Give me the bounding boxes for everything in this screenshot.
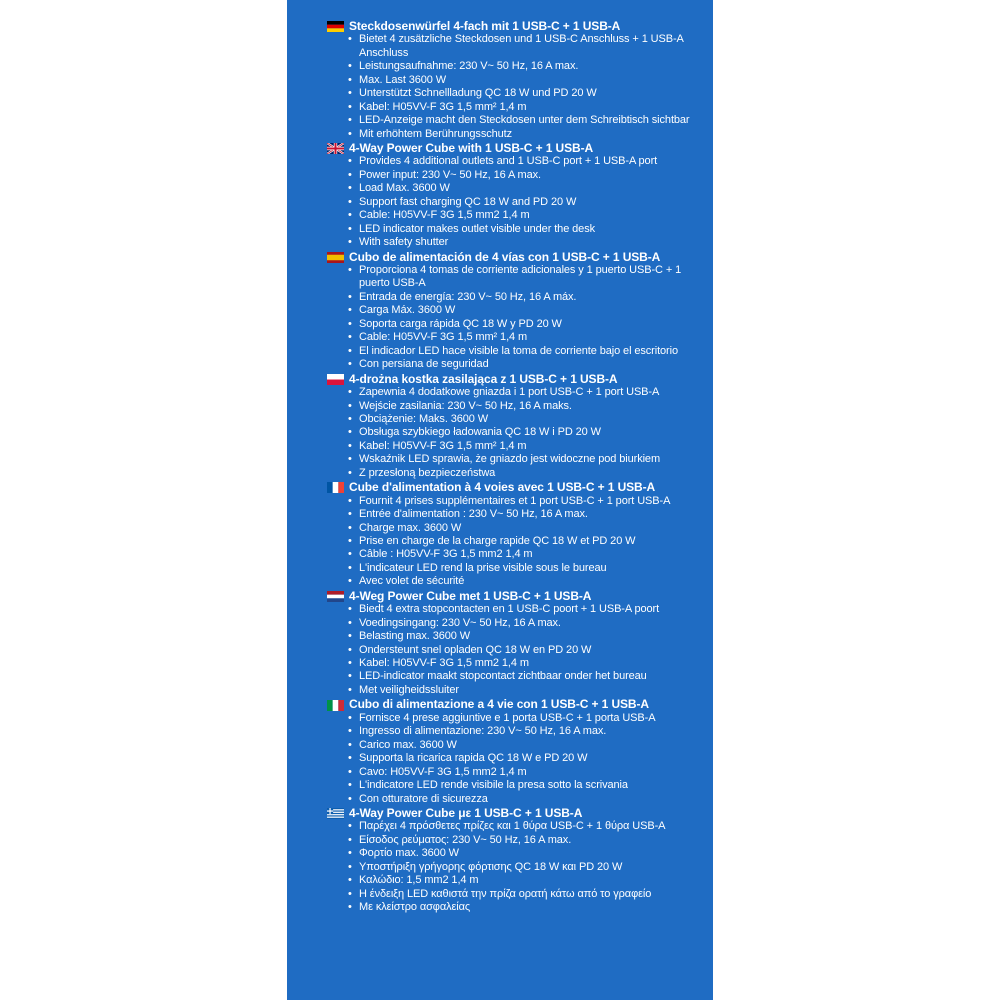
feature-item: • Belasting max. 3600 W bbox=[348, 630, 707, 643]
feature-list bbox=[327, 386, 707, 480]
section-title: 4-Way Power Cube with 1 USB-C + 1 USB-A bbox=[349, 141, 594, 156]
feature-list bbox=[327, 33, 707, 141]
feature-item: • Cable: H05VV-F 3G 1,5 mm² 1,4 m bbox=[348, 331, 707, 344]
greece-flag-icon bbox=[327, 808, 344, 819]
feature-item: • Wskaźnik LED sprawia, że gniazdo jest widoczne pod biurkiem bbox=[348, 453, 707, 466]
section-title: Cube d'alimentation à 4 voies avec 1 USB-C + 1 USB-A bbox=[349, 480, 656, 495]
feature-item: • Biedt 4 extra stopcontacten en 1 USB-C poort + 1 USB-A poort bbox=[348, 603, 707, 616]
feature-item: • Υποστήριξη γρήγορης φόρτισης QC 18 W και PD 20 W bbox=[348, 861, 707, 874]
feature-item: • Bietet 4 zusätzliche Steckdosen und 1 USB-C Anschluss + 1 USB-A Anschluss bbox=[348, 33, 707, 60]
section-title: 4-Weg Power Cube met 1 USB-C + 1 USB-A bbox=[349, 588, 592, 603]
feature-item: • Ondersteunt snel opladen QC 18 W en PD 20 W bbox=[348, 644, 707, 657]
language-section-uk bbox=[327, 142, 707, 250]
feature-item: • Kabel: H05VV-F 3G 1,5 mm2 1,4 m bbox=[348, 657, 707, 670]
language-section-it bbox=[327, 698, 707, 806]
feature-list bbox=[327, 712, 707, 806]
section-heading bbox=[327, 142, 707, 155]
feature-list bbox=[327, 264, 707, 372]
feature-item: • Max. Last 3600 W bbox=[348, 74, 707, 87]
language-section-es bbox=[327, 251, 707, 372]
section-title: Steckdosenwürfel 4-fach mit 1 USB-C + 1 USB-A bbox=[349, 19, 621, 33]
feature-item: • LED-indicator maakt stopcontact zichtbaar onder het bureau bbox=[348, 670, 707, 683]
language-section-pl bbox=[327, 373, 707, 481]
feature-item: • Φορτίο max. 3600 W bbox=[348, 847, 707, 860]
section-title: 4-drożna kostka zasilająca z 1 USB-C + 1 USB-A bbox=[349, 371, 618, 386]
feature-item: • L'indicatore LED rende visibile la presa sotto la scrivania bbox=[348, 779, 707, 792]
language-section-de bbox=[327, 20, 707, 141]
feature-list bbox=[327, 155, 707, 249]
feature-item: • Η ένδειξη LED καθιστά την πρίζα ορατή κάτω από το γραφείο bbox=[348, 888, 707, 901]
uk-flag-icon bbox=[327, 143, 344, 154]
italy-flag-icon bbox=[327, 700, 344, 711]
section-heading bbox=[327, 807, 707, 820]
feature-item: • Con otturatore di sicurezza bbox=[348, 793, 707, 806]
feature-item: • El indicador LED hace visible la toma de corriente bajo el escritorio bbox=[348, 345, 707, 358]
feature-item: • Obsługa szybkiego ładowania QC 18 W i PD 20 W bbox=[348, 426, 707, 439]
section-heading bbox=[327, 481, 707, 494]
feature-item: • Wejście zasilania: 230 V~ 50 Hz, 16 A maks. bbox=[348, 400, 707, 413]
feature-item: • Con persiana de seguridad bbox=[348, 358, 707, 371]
feature-list bbox=[327, 820, 707, 914]
product-descriptions bbox=[327, 20, 707, 915]
feature-item: • Είσοδος ρεύματος: 230 V~ 50 Hz, 16 A max. bbox=[348, 834, 707, 847]
feature-list bbox=[327, 495, 707, 589]
section-heading bbox=[327, 373, 707, 386]
section-heading bbox=[327, 251, 707, 264]
feature-item: • Carga Máx. 3600 W bbox=[348, 304, 707, 317]
section-title: 4-Way Power Cube με 1 USB-C + 1 USB-A bbox=[349, 805, 583, 820]
feature-item: • Fornisce 4 prese aggiuntive e 1 porta USB-C + 1 porta USB-A bbox=[348, 712, 707, 725]
feature-item: • Cavo: H05VV-F 3G 1,5 mm2 1,4 m bbox=[348, 766, 707, 779]
feature-item: • Kabel: H05VV-F 3G 1,5 mm² 1,4 m bbox=[348, 440, 707, 453]
feature-item: • Cable: H05VV-F 3G 1,5 mm2 1,4 m bbox=[348, 209, 707, 222]
feature-item: • Load Max. 3600 W bbox=[348, 182, 707, 195]
feature-item: • Entrada de energía: 230 V~ 50 Hz, 16 A máx. bbox=[348, 291, 707, 304]
feature-list bbox=[327, 603, 707, 697]
netherlands-flag-icon bbox=[327, 591, 344, 602]
feature-item: • Power input: 230 V~ 50 Hz, 16 A max. bbox=[348, 169, 707, 182]
feature-item: • Παρέχει 4 πρόσθετες πρίζες και 1 θύρα USB-C + 1 θύρα USB-A bbox=[348, 820, 707, 833]
feature-item: • Fournit 4 prises supplémentaires et 1 port USB-C + 1 port USB-A bbox=[348, 495, 707, 508]
section-title: Cubo di alimentazione a 4 vie con 1 USB-C + 1 USB-A bbox=[349, 697, 649, 712]
feature-item: • Support fast charging QC 18 W and PD 20 W bbox=[348, 196, 707, 209]
feature-item: • Με κλείστρο ασφαλείας bbox=[348, 901, 707, 914]
feature-item: • Câble : H05VV-F 3G 1,5 mm2 1,4 m bbox=[348, 548, 707, 561]
language-section-fr bbox=[327, 481, 707, 589]
feature-item: • Leistungsaufnahme: 230 V~ 50 Hz, 16 A max. bbox=[348, 60, 707, 73]
section-title: Cubo de alimentación de 4 vías con 1 USB-C + 1 USB-A bbox=[349, 249, 661, 264]
info-panel bbox=[287, 0, 713, 1000]
feature-item: • LED indicator makes outlet visible under the desk bbox=[348, 223, 707, 236]
feature-item: • Unterstützt Schnellladung QC 18 W und PD 20 W bbox=[348, 87, 707, 100]
feature-item: • Provides 4 additional outlets and 1 USB-C port + 1 USB-A port bbox=[348, 155, 707, 168]
feature-item: • Kabel: H05VV-F 3G 1,5 mm² 1,4 m bbox=[348, 101, 707, 114]
poland-flag-icon bbox=[327, 374, 344, 385]
section-heading bbox=[327, 590, 707, 603]
language-section-nl bbox=[327, 590, 707, 698]
feature-item: • Prise en charge de la charge rapide QC 18 W et PD 20 W bbox=[348, 535, 707, 548]
france-flag-icon bbox=[327, 482, 344, 493]
feature-item: • With safety shutter bbox=[348, 236, 707, 249]
feature-item: • Proporciona 4 tomas de corriente adicionales y 1 puerto USB-C + 1 puerto USB-A bbox=[348, 264, 707, 291]
germany-flag-icon bbox=[327, 21, 344, 32]
spain-flag-icon bbox=[327, 252, 344, 263]
feature-item: • Z przesłoną bezpieczeństwa bbox=[348, 467, 707, 480]
feature-item: • Obciążenie: Maks. 3600 W bbox=[348, 413, 707, 426]
feature-item: • Avec volet de sécurité bbox=[348, 575, 707, 588]
feature-item: • Soporta carga rápida QC 18 W y PD 20 W bbox=[348, 318, 707, 331]
feature-item: • Voedingsingang: 230 V~ 50 Hz, 16 A max. bbox=[348, 617, 707, 630]
language-section-gr bbox=[327, 807, 707, 915]
section-heading bbox=[327, 20, 707, 33]
feature-item: • Zapewnia 4 dodatkowe gniazda i 1 port USB-C + 1 port USB-A bbox=[348, 386, 707, 399]
feature-item: • Entrée d'alimentation : 230 V~ 50 Hz, 16 A max. bbox=[348, 508, 707, 521]
feature-item: • Ingresso di alimentazione: 230 V~ 50 Hz, 16 A max. bbox=[348, 725, 707, 738]
feature-item: • Carico max. 3600 W bbox=[348, 739, 707, 752]
feature-item: • L'indicateur LED rend la prise visible sous le bureau bbox=[348, 562, 707, 575]
feature-item: • Mit erhöhtem Berührungsschutz bbox=[348, 128, 707, 141]
feature-item: • Καλώδιο: 1,5 mm2 1,4 m bbox=[348, 874, 707, 887]
feature-item: • Met veiligheidssluiter bbox=[348, 684, 707, 697]
feature-item: • Supporta la ricarica rapida QC 18 W e PD 20 W bbox=[348, 752, 707, 765]
section-heading bbox=[327, 698, 707, 711]
feature-item: • Charge max. 3600 W bbox=[348, 522, 707, 535]
feature-item: • LED-Anzeige macht den Steckdosen unter dem Schreibtisch sichtbar bbox=[348, 114, 707, 127]
